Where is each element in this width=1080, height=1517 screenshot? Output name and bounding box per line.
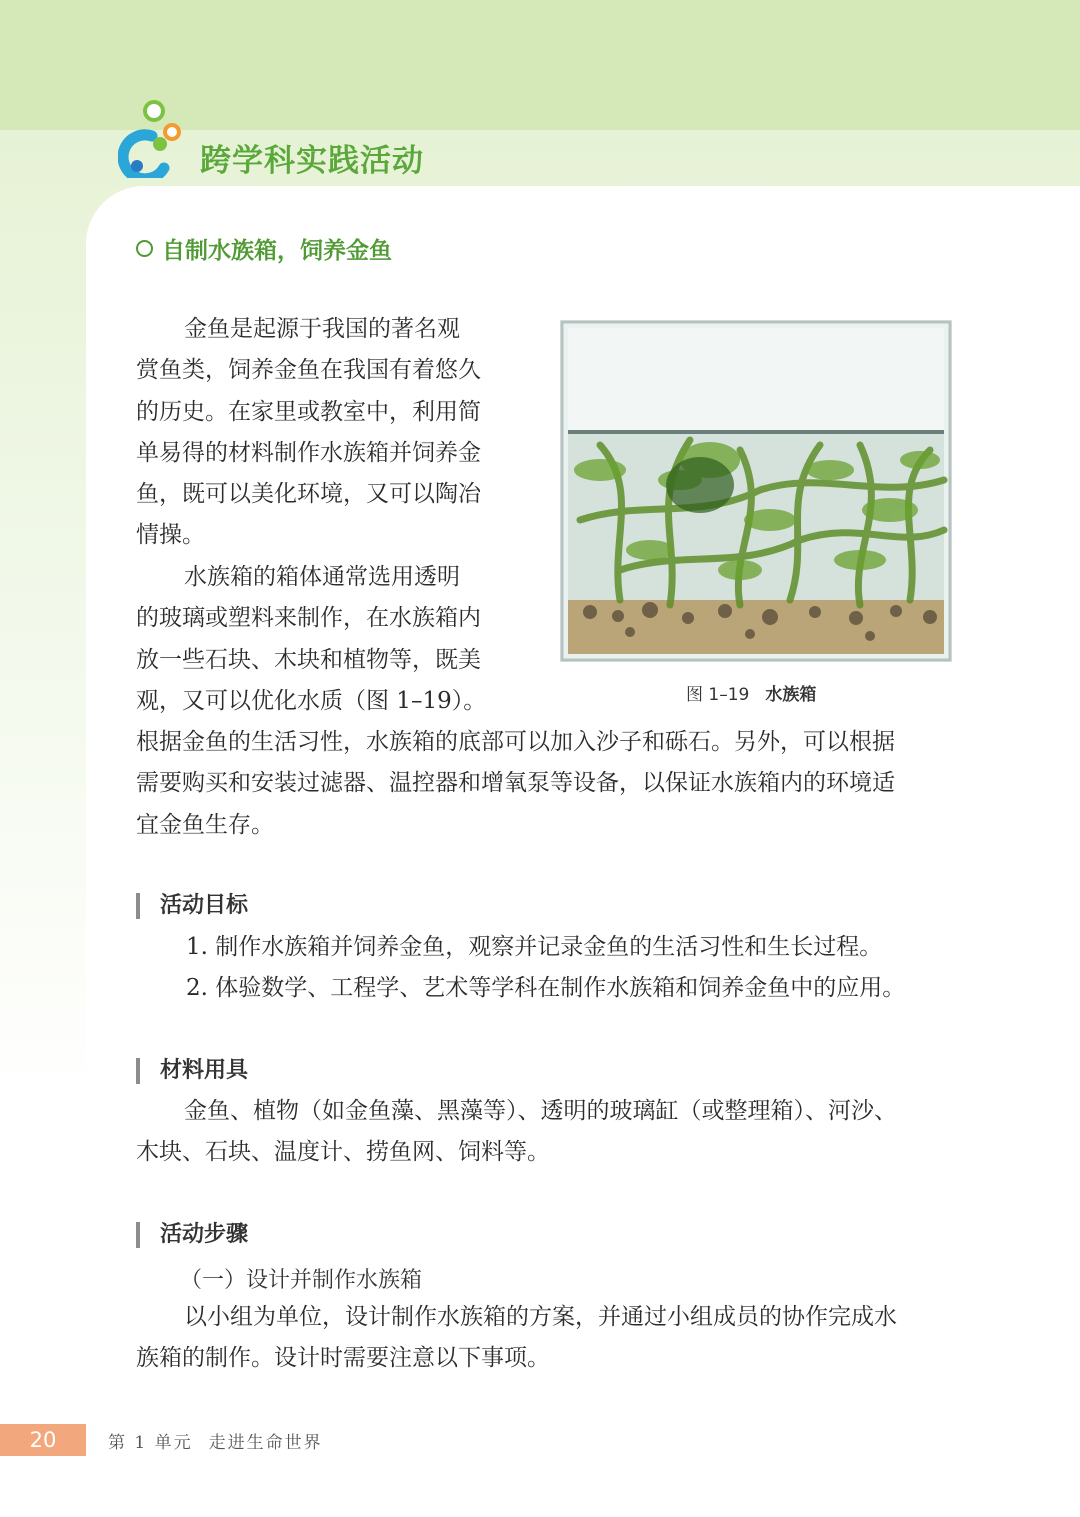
goals-heading: 活动目标 (136, 893, 248, 919)
text-line: 的玻璃或塑料来制作，在水族箱内 (136, 605, 481, 632)
text-line: 赏鱼类，饲养金鱼在我国有着悠久 (136, 357, 481, 384)
figure-title: 水族箱 (765, 685, 817, 705)
text-line: 族箱的制作。设计时需要注意以下事项。 (136, 1345, 550, 1372)
section-title (136, 232, 392, 264)
text-line: 放一些石块、木块和植物等，既美 (136, 646, 481, 673)
text-line: 金鱼、植物（如金鱼藻、黑藻等）、透明的玻璃缸（或整理箱）、河沙、 (184, 1098, 897, 1124)
circle-bullet-icon (136, 240, 153, 257)
figure-caption (686, 680, 816, 705)
steps-heading: 活动步骤 (136, 1222, 248, 1248)
text-line: 单易得的材料制作水族箱并饲养金 (136, 439, 481, 466)
text-line: 情操。 (136, 522, 205, 549)
text-line: 鱼，既可以美化环境，又可以陶冶 (136, 481, 481, 508)
figure-number: 图 1–19 (686, 685, 750, 705)
page-number: 20 (0, 1424, 86, 1456)
text-line: 观，又可以优化水质（图 1–19）。 (136, 687, 487, 714)
aquarium-photo (560, 320, 952, 662)
list-item: 2. 体验数学、工程学、艺术等学科在制作水族箱和饲养金鱼中的应用。 (186, 975, 906, 1002)
list-item: 1. 制作水族箱并饲养金鱼，观察并记录金鱼的生活习性和生长过程。 (186, 934, 883, 960)
text-line: 以小组为单位，设计制作水族箱的方案，并通过小组成员的协作完成水 (184, 1304, 897, 1330)
step-1-paragraph (136, 1297, 897, 1380)
text-line: 木块、石块、温度计、捞鱼网、饲料等。 (136, 1139, 550, 1166)
step-1-title: （一）设计并制作水族箱 (180, 1268, 423, 1293)
intro-paragraph-1 (136, 309, 481, 557)
goals-list (186, 927, 905, 1010)
text-line: 水族箱的箱体通常选用透明 (184, 564, 460, 590)
unit-label: 第 1 单元 (108, 1433, 193, 1453)
chapter-name: 走进生命世界 (208, 1433, 323, 1453)
materials-paragraph (136, 1091, 897, 1174)
materials-heading: 材料用具 (136, 1058, 248, 1084)
text-line: 需要购买和安装过滤器、温控器和增氧泵等设备，以保证水族箱内的环境适 (136, 770, 895, 797)
page-header-title: 跨学科实践活动 (200, 143, 424, 179)
text-line: 根据金鱼的生活习性，水族箱的底部可以加入沙子和砾石。另外，可以根据 (136, 729, 895, 756)
section-title-text: 自制水族箱，饲养金鱼 (162, 237, 392, 264)
activity-logo-icon (118, 100, 190, 178)
text-line: 的历史。在家里或教室中，利用简 (136, 398, 481, 425)
footer-running-head (108, 1428, 323, 1453)
text-line: 宜金鱼生存。 (136, 811, 274, 838)
text-line: 金鱼是起源于我国的著名观 (184, 316, 460, 342)
